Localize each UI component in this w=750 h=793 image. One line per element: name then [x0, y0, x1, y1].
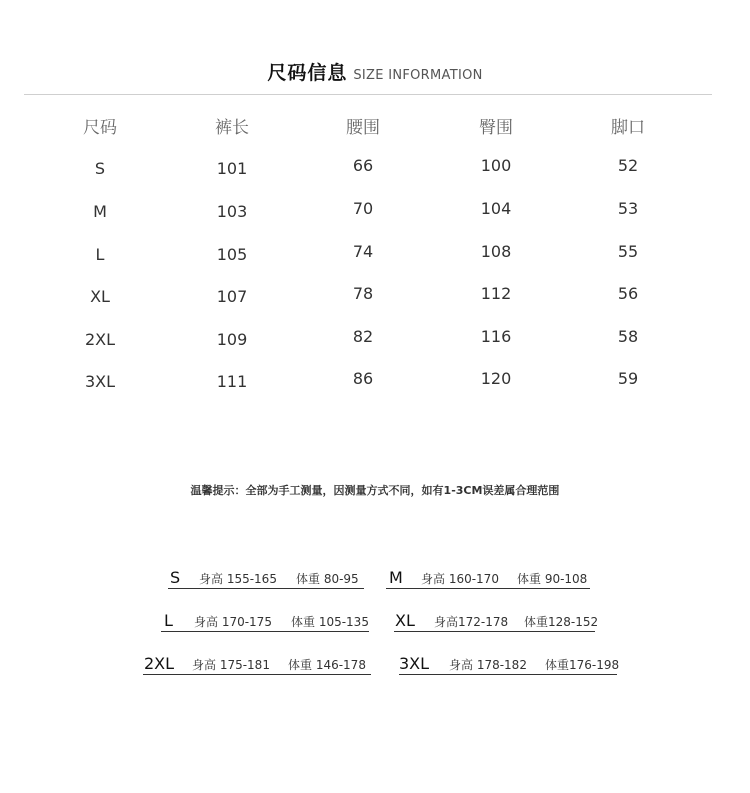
cell-size: M — [93, 202, 107, 221]
cell-length: 103 — [216, 202, 248, 221]
header-waist: 腰围 — [346, 118, 380, 138]
cell-waist: 70 — [352, 199, 374, 218]
size-guide-underline — [168, 570, 364, 589]
header-size: 尺码 — [83, 118, 117, 138]
title-chinese: 尺码信息 — [267, 62, 348, 84]
title-english: SIZE INFORMATION — [353, 68, 483, 83]
measurement-note: 温馨提示：全部为手工测量，因测量方式不同，如有1-3CM误差属合理范围 — [190, 484, 560, 497]
guide-weight: 体重 146-178 — [288, 658, 366, 672]
cell-length: 109 — [216, 330, 248, 349]
cell-size: 3XL — [84, 372, 116, 391]
size-guide-underline — [399, 654, 620, 675]
cell-hem: 56 — [617, 284, 639, 303]
guide-weight: 体重176-198 — [545, 658, 620, 672]
guide-size: M — [389, 568, 403, 587]
cell-length: 111 — [216, 372, 248, 391]
guide-height: 身高 178-182 — [449, 658, 527, 672]
guide-size: 2XL — [144, 654, 175, 673]
cell-hip: 108 — [480, 242, 512, 261]
cell-hip: 100 — [480, 156, 512, 175]
guide-weight: 体重 80-95 — [296, 572, 359, 586]
cell-hem: 59 — [617, 369, 639, 388]
cell-hip: 112 — [480, 284, 512, 303]
cell-waist: 78 — [352, 284, 374, 303]
cell-size: XL — [90, 287, 110, 306]
cell-waist: 66 — [352, 156, 374, 175]
cell-waist: 82 — [352, 327, 374, 346]
guide-height: 身高 155-165 — [199, 572, 277, 586]
cell-waist: 86 — [352, 369, 374, 388]
cell-size: 2XL — [84, 330, 116, 349]
size-guide-underline — [386, 570, 590, 589]
size-guide-underline — [143, 656, 371, 675]
guide-height: 身高 170-175 — [194, 615, 272, 629]
size-guide-underline — [161, 613, 369, 632]
guide-size: L — [164, 611, 173, 630]
page-title — [0, 58, 750, 85]
cell-hem: 53 — [617, 199, 639, 218]
guide-height: 身高 175-181 — [192, 658, 270, 672]
guide-weight: 体重 105-135 — [291, 615, 369, 629]
guide-size: XL — [395, 611, 415, 630]
cell-hip: 120 — [480, 369, 512, 388]
guide-weight: 体重128-152 — [524, 615, 599, 629]
cell-hem: 58 — [617, 327, 639, 346]
guide-size: 3XL — [399, 654, 430, 673]
cell-size: L — [95, 245, 105, 264]
guide-size: S — [170, 568, 181, 587]
cell-hip: 116 — [480, 327, 512, 346]
cell-hip: 104 — [480, 199, 512, 218]
guide-height: 身高172-178 — [434, 615, 509, 629]
cell-waist: 74 — [352, 242, 374, 261]
guide-weight: 体重 90-108 — [517, 572, 588, 586]
guide-height: 身高 160-170 — [421, 572, 499, 586]
cell-length: 107 — [216, 287, 248, 306]
cell-size: S — [94, 159, 106, 178]
cell-length: 105 — [216, 245, 248, 264]
size-guide-underline — [394, 611, 599, 632]
cell-length: 101 — [216, 159, 248, 178]
cell-hem: 52 — [617, 156, 639, 175]
header-hem: 脚口 — [611, 118, 645, 138]
title-divider — [24, 94, 712, 95]
header-hip: 臀围 — [479, 118, 513, 138]
header-length: 裤长 — [215, 118, 249, 138]
cell-hem: 55 — [617, 242, 639, 261]
